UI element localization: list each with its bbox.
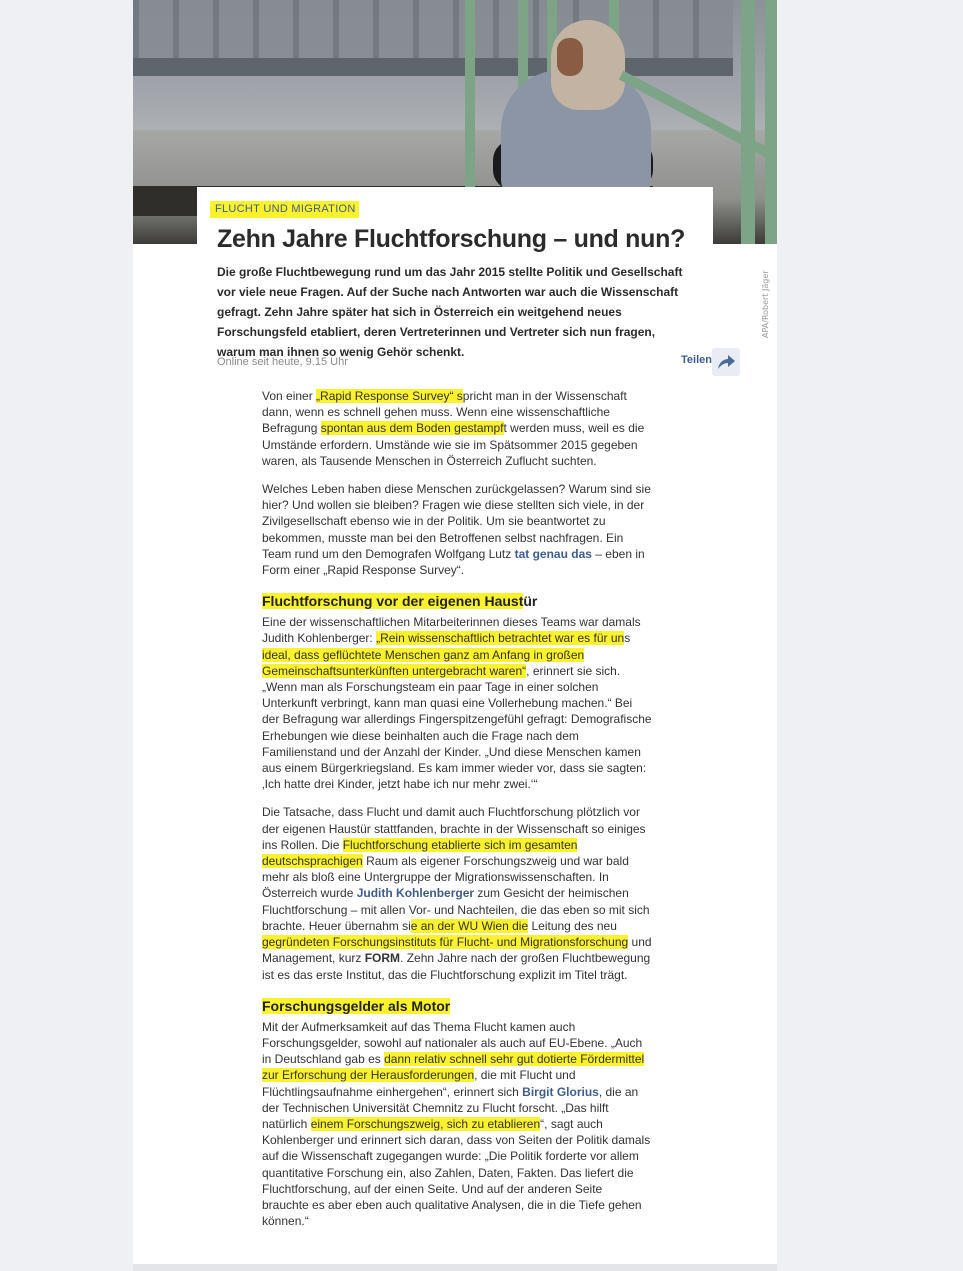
article-body bbox=[262, 388, 652, 1241]
paragraph: Welches Leben haben diese Menschen zurückgelassen? Warum sind sie hier? Und wollen sie bleiben? Fragen wie diese stellten sich viele, in der Zivilgesellschaft ebenso wie in der Politik. Um sie beantwortet zu bekommen, musste man bei den Betroffenen selbst nachfragen. Ein Team rund um den Demografen Wolfgang Lutz tat genau das – eben in Form einer „Rapid Response Survey“. bbox=[262, 482, 651, 578]
article-lead: Die große Fluchtbewegung rund um das Jahr 2015 stellte Politik und Gesellschaft vor viele neue Fragen. Auf der Suche nach Antworten war auch die Wissenschaft gefragt. Zehn Jahre später hat sich in Österreich ein weitgehend neues Forschungsfeld etabliert, deren Vertreterinnen und Vertreter sich nun fragen, warum man ihnen so wenig Gehör schenkt. bbox=[217, 265, 683, 359]
hero-railing-post bbox=[765, 0, 777, 244]
publish-time: Online seit heute, 9.15 Uhr bbox=[217, 356, 348, 368]
share-label[interactable]: Teilen bbox=[681, 354, 712, 366]
hero-railing-post bbox=[741, 0, 755, 244]
share-button[interactable] bbox=[712, 348, 740, 376]
section-heading: Forschungsgelder als Motor bbox=[262, 997, 451, 1014]
section-heading: Fluchtforschung vor der eigenen Haustür bbox=[262, 593, 538, 610]
link-judith-kohlenberger[interactable]: Judith Kohlenberger bbox=[356, 886, 475, 901]
link-tat-genau-das[interactable]: tat genau das bbox=[514, 546, 592, 561]
page-bottom-edge bbox=[133, 1264, 777, 1271]
paragraph: Von einer „Rapid Response Survey“ spricht man in der Wissenschaft dann, wenn es schnell gehen muss. Wenn eine wissenschaftliche Befragung spontan aus dem Boden gestampft werden muss, weil es die Umstände erfordern. Umstände wie sie im Spätsommer 2015 gegeben waren, als Tausende Menschen in Österreich Zuflucht suchten. bbox=[262, 389, 645, 468]
share-arrow-icon bbox=[716, 353, 736, 371]
link-birgit-glorius[interactable]: Birgit Glorius bbox=[522, 1084, 599, 1099]
image-credit: APA/Robert Jäger bbox=[761, 270, 770, 338]
hero-beam bbox=[133, 58, 733, 76]
hero-person-face bbox=[557, 38, 583, 76]
paragraph: Eine der wissenschaftlichen Mitarbeiterinnen dieses Teams war damals Judith Kohlenberger: „Rein wissenschaftlich betrachtet war es für uns ideal, dass geflüchtete Menschen ganz am Anfang in großen Gemeinschaftsunterkünften untergebracht waren“, erinnert sie sich. „Wenn man als Forschungsteam ein paar Tage in einer solchen Unterkunft verbringt, kann man quasi eine Vollerhebung machen.“ Bei der Befragung war allerdings Fingerspitzengefühl gefragt: Demografische Erhebungen wie diese beinhalten auch die Frage nach dem Familienstand und der Anzahl der Kinder. „Und diese Menschen kamen aus einem Bürgerkriegsland. Es kam immer wieder vor, dass sie sagten: ‚Ich hatte drei Kinder, jetzt habe ich nur mehr zwei.‘“ bbox=[262, 615, 652, 792]
kicker-label: FLUCHT UND MIGRATION bbox=[210, 201, 359, 218]
kicker[interactable] bbox=[210, 203, 359, 215]
page-title: Zehn Jahre Fluchtforschung – und nun? bbox=[217, 225, 686, 253]
paragraph: Die Tatsache, dass Flucht und damit auch Fluchtforschung plötzlich vor der eigenen Haustür stattfanden, brachte in der Wissenschaft so einiges ins Rollen. Die Fluchtforschung etablierte sich im gesamten deutschsprachigen Raum als eigener Forschungszweig und war bald mehr als bloß eine Untergruppe der Migrationswissenschaften. In Österreich wurde Judith Kohlenberger zum Gesicht der heimischen Fluchtforschung – mit allen Vor- und Nachteilen, die das eben so mit sich brachte. Heuer übernahm sie an der WU Wien die Leitung des neu gegründeten Forschungsinstituts für Flucht- und Migrationsforschung und Management, kurz FORM. Zehn Jahre nach der großen Fluchtbewegung ist es das erste Institut, das die Fluchtforschung explizit im Titel trägt. bbox=[262, 805, 652, 982]
paragraph: Mit der Aufmerksamkeit auf das Thema Flucht kamen auch Forschungsgelder, sowohl auf nationaler als auch auf EU-Ebene. „Auch in Deutschland gab es dann relativ schnell sehr gut dotierte Fördermittel zur Erforschung der Herausforderungen, die mit Flucht und Flüchtlingsaufnahme einhergehen“, erinnert sich Birgit Glorius, die an der Technischen Universität Chemnitz zu Flucht forscht. „Das hilft natürlich einem Forschungszweig, sich zu etablieren“, sagt auch Kohlenberger und erinnert sich daran, dass von Seiten der Politik damals auf die Wissenschaft zugegangen wurde: „Die Politik forderte vor allem quantitative Forschung ein, also Zahlen, Daten, Fakten. Das liefert die Fluchtforschung, auf der einen Seite. Und auf der anderen Seite brauchte es aber eben auch qualitative Analysen, die in die Tiefe gehen können.“ bbox=[262, 1019, 651, 1229]
article-page bbox=[133, 0, 777, 1271]
